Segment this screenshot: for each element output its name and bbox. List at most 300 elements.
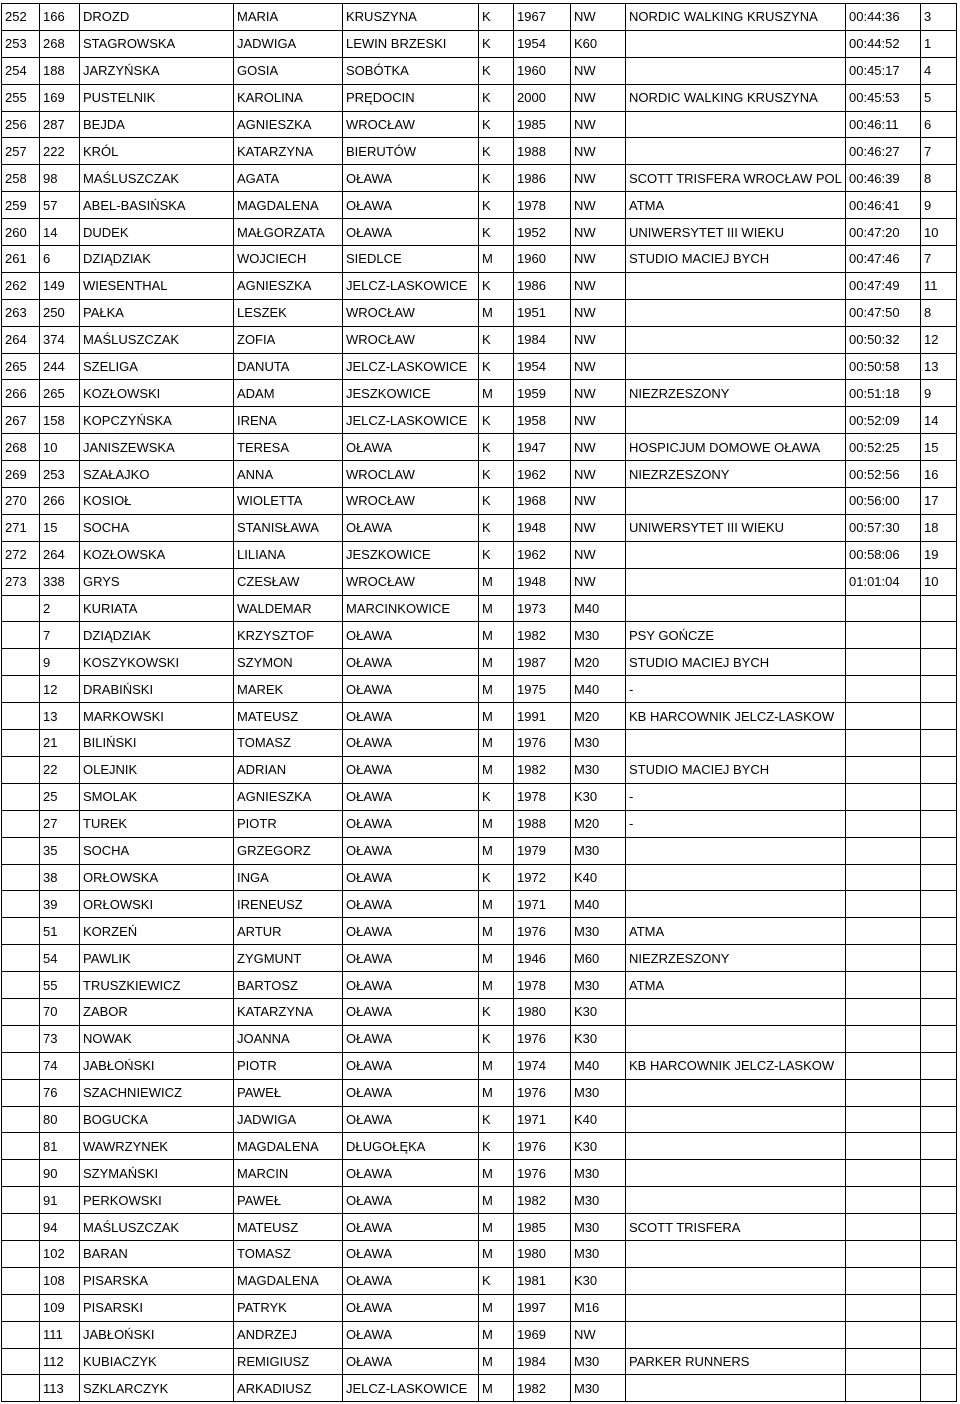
cell-club — [626, 407, 846, 434]
cell-category-place: 9 — [921, 192, 957, 219]
cell-place: 259 — [2, 192, 40, 219]
cell-year: 1960 — [514, 246, 571, 273]
cell-surname: PISARSKI — [80, 1294, 234, 1321]
cell-category: NW — [571, 353, 626, 380]
cell-place — [2, 703, 40, 730]
cell-year: 1984 — [514, 326, 571, 353]
cell-first-name: SZYMON — [234, 649, 343, 676]
cell-surname: KOZŁOWSKI — [80, 380, 234, 407]
cell-bib: 81 — [40, 1133, 80, 1160]
cell-place — [2, 1214, 40, 1241]
cell-city: OŁAWA — [343, 1160, 479, 1187]
cell-category: M30 — [571, 730, 626, 757]
cell-surname: WAWRZYNEK — [80, 1133, 234, 1160]
cell-place — [2, 730, 40, 757]
cell-year: 1976 — [514, 1079, 571, 1106]
cell-first-name: DANUTA — [234, 353, 343, 380]
cell-category: NW — [571, 434, 626, 461]
cell-sex: K — [479, 272, 514, 299]
cell-category: M20 — [571, 810, 626, 837]
cell-sex: M — [479, 918, 514, 945]
cell-club: - — [626, 676, 846, 703]
cell-bib: 268 — [40, 30, 80, 57]
cell-category-place: 6 — [921, 111, 957, 138]
cell-time — [846, 595, 921, 622]
cell-sex: K — [479, 783, 514, 810]
cell-place — [2, 998, 40, 1025]
cell-time: 00:52:56 — [846, 461, 921, 488]
cell-club: NORDIC WALKING KRUSZYNA — [626, 84, 846, 111]
cell-place: 264 — [2, 326, 40, 353]
cell-category-place: 8 — [921, 299, 957, 326]
cell-sex: K — [479, 1133, 514, 1160]
cell-time: 00:56:00 — [846, 488, 921, 515]
cell-year: 1959 — [514, 380, 571, 407]
cell-surname: BEJDA — [80, 111, 234, 138]
cell-bib: 22 — [40, 756, 80, 783]
table-row — [2, 810, 957, 837]
cell-surname: DROZD — [80, 4, 234, 31]
cell-sex: K — [479, 326, 514, 353]
cell-category-place — [921, 837, 957, 864]
cell-category: M30 — [571, 1160, 626, 1187]
cell-category: M30 — [571, 1079, 626, 1106]
cell-first-name: ZOFIA — [234, 326, 343, 353]
cell-category-place: 3 — [921, 4, 957, 31]
cell-time — [846, 1079, 921, 1106]
cell-club: STUDIO MACIEJ BYCH — [626, 649, 846, 676]
cell-time: 00:45:53 — [846, 84, 921, 111]
cell-first-name: MATEUSZ — [234, 1214, 343, 1241]
cell-place — [2, 783, 40, 810]
cell-club: SCOTT TRISFERA WROCŁAW POL — [626, 165, 846, 192]
cell-year: 1948 — [514, 514, 571, 541]
cell-year: 1976 — [514, 918, 571, 945]
cell-time — [846, 756, 921, 783]
table-row — [2, 84, 957, 111]
cell-bib: 74 — [40, 1052, 80, 1079]
cell-place — [2, 1106, 40, 1133]
cell-club — [626, 111, 846, 138]
cell-surname: STAGROWSKA — [80, 30, 234, 57]
table-row — [2, 864, 957, 891]
cell-club: - — [626, 783, 846, 810]
cell-first-name: ANNA — [234, 461, 343, 488]
table-row — [2, 1267, 957, 1294]
cell-surname: PERKOWSKI — [80, 1187, 234, 1214]
cell-first-name: TERESA — [234, 434, 343, 461]
cell-category: M30 — [571, 1348, 626, 1375]
cell-surname: MAŚLUSZCZAK — [80, 1214, 234, 1241]
cell-category: NW — [571, 568, 626, 595]
cell-category-place: 12 — [921, 326, 957, 353]
cell-time — [846, 891, 921, 918]
cell-year: 1978 — [514, 972, 571, 999]
cell-sex: K — [479, 461, 514, 488]
cell-time: 00:47:49 — [846, 272, 921, 299]
table-row — [2, 756, 957, 783]
cell-category-place — [921, 1348, 957, 1375]
table-row — [2, 1079, 957, 1106]
table-row — [2, 138, 957, 165]
cell-year: 1991 — [514, 703, 571, 730]
cell-surname: PUSTELNIK — [80, 84, 234, 111]
cell-surname: DRABIŃSKI — [80, 676, 234, 703]
cell-time: 00:47:20 — [846, 219, 921, 246]
cell-surname: DZIĄDZIAK — [80, 622, 234, 649]
cell-bib: 109 — [40, 1294, 80, 1321]
table-row — [2, 380, 957, 407]
cell-year: 2000 — [514, 84, 571, 111]
cell-sex: K — [479, 192, 514, 219]
table-row — [2, 434, 957, 461]
cell-year: 1985 — [514, 111, 571, 138]
cell-category: NW — [571, 246, 626, 273]
cell-place — [2, 1375, 40, 1402]
cell-surname: SMOLAK — [80, 783, 234, 810]
cell-year: 1997 — [514, 1294, 571, 1321]
cell-surname: SZELIGA — [80, 353, 234, 380]
cell-club — [626, 1025, 846, 1052]
cell-place — [2, 1160, 40, 1187]
cell-surname: TUREK — [80, 810, 234, 837]
cell-category: NW — [571, 461, 626, 488]
cell-time: 00:45:17 — [846, 57, 921, 84]
cell-club — [626, 326, 846, 353]
cell-category: K30 — [571, 1133, 626, 1160]
cell-category-place — [921, 1214, 957, 1241]
cell-year: 1988 — [514, 138, 571, 165]
table-row — [2, 703, 957, 730]
cell-sex: M — [479, 246, 514, 273]
cell-sex: K — [479, 1106, 514, 1133]
cell-surname: BOGUCKA — [80, 1106, 234, 1133]
cell-year: 1973 — [514, 595, 571, 622]
cell-bib: 91 — [40, 1187, 80, 1214]
cell-sex: M — [479, 1294, 514, 1321]
table-row — [2, 837, 957, 864]
cell-place: 262 — [2, 272, 40, 299]
cell-time — [846, 1133, 921, 1160]
cell-place: 257 — [2, 138, 40, 165]
cell-category-place: 17 — [921, 488, 957, 515]
cell-club: KB HARCOWNIK JELCZ-LASKOW — [626, 1052, 846, 1079]
cell-time: 00:47:46 — [846, 246, 921, 273]
cell-city: PRĘDOCIN — [343, 84, 479, 111]
cell-surname: DUDEK — [80, 219, 234, 246]
cell-time: 00:52:09 — [846, 407, 921, 434]
cell-city: OŁAWA — [343, 837, 479, 864]
cell-time — [846, 945, 921, 972]
cell-club — [626, 299, 846, 326]
cell-club — [626, 1079, 846, 1106]
table-row — [2, 461, 957, 488]
cell-sex: M — [479, 568, 514, 595]
cell-first-name: PATRYK — [234, 1294, 343, 1321]
cell-category: NW — [571, 138, 626, 165]
cell-year: 1985 — [514, 1214, 571, 1241]
cell-place: 270 — [2, 488, 40, 515]
cell-time — [846, 676, 921, 703]
cell-city: OŁAWA — [343, 703, 479, 730]
cell-category-place — [921, 864, 957, 891]
cell-place: 256 — [2, 111, 40, 138]
cell-club — [626, 353, 846, 380]
cell-surname: KURIATA — [80, 595, 234, 622]
cell-time: 00:51:18 — [846, 380, 921, 407]
cell-first-name: IRENA — [234, 407, 343, 434]
cell-year: 1975 — [514, 676, 571, 703]
table-row — [2, 972, 957, 999]
cell-category-place — [921, 810, 957, 837]
cell-time: 00:46:39 — [846, 165, 921, 192]
cell-sex: K — [479, 1025, 514, 1052]
cell-first-name: WIOLETTA — [234, 488, 343, 515]
cell-year: 1982 — [514, 1187, 571, 1214]
cell-place — [2, 622, 40, 649]
cell-club: ATMA — [626, 918, 846, 945]
cell-category-place: 10 — [921, 219, 957, 246]
cell-category: M30 — [571, 1187, 626, 1214]
cell-category: K30 — [571, 1025, 626, 1052]
cell-surname: WIESENTHAL — [80, 272, 234, 299]
cell-category-place: 13 — [921, 353, 957, 380]
cell-category-place — [921, 1187, 957, 1214]
cell-first-name: PAWEŁ — [234, 1187, 343, 1214]
cell-time — [846, 1267, 921, 1294]
cell-category: M30 — [571, 622, 626, 649]
cell-city: OŁAWA — [343, 1052, 479, 1079]
cell-bib: 35 — [40, 837, 80, 864]
cell-first-name: WALDEMAR — [234, 595, 343, 622]
cell-category: NW — [571, 326, 626, 353]
cell-city: OŁAWA — [343, 1025, 479, 1052]
cell-time: 00:57:30 — [846, 514, 921, 541]
cell-sex: M — [479, 1214, 514, 1241]
cell-place: 263 — [2, 299, 40, 326]
cell-category-place — [921, 918, 957, 945]
cell-city: SOBÓTKA — [343, 57, 479, 84]
cell-category: NW — [571, 488, 626, 515]
cell-year: 1976 — [514, 1133, 571, 1160]
cell-bib: 55 — [40, 972, 80, 999]
cell-city: OŁAWA — [343, 1348, 479, 1375]
cell-first-name: ADAM — [234, 380, 343, 407]
cell-sex: M — [479, 1348, 514, 1375]
cell-category-place: 8 — [921, 165, 957, 192]
cell-sex: M — [479, 837, 514, 864]
cell-place — [2, 756, 40, 783]
cell-city: OŁAWA — [343, 1294, 479, 1321]
cell-year: 1982 — [514, 756, 571, 783]
cell-place — [2, 945, 40, 972]
cell-bib: 27 — [40, 810, 80, 837]
cell-bib: 76 — [40, 1079, 80, 1106]
cell-year: 1976 — [514, 1160, 571, 1187]
cell-year: 1982 — [514, 1375, 571, 1402]
cell-year: 1946 — [514, 945, 571, 972]
cell-category: NW — [571, 1321, 626, 1348]
cell-category: NW — [571, 84, 626, 111]
cell-city: OŁAWA — [343, 676, 479, 703]
cell-first-name: ZYGMUNT — [234, 945, 343, 972]
cell-club: PARKER RUNNERS — [626, 1348, 846, 1375]
cell-city: JELCZ-LASKOWICE — [343, 407, 479, 434]
cell-first-name: LILIANA — [234, 541, 343, 568]
table-row — [2, 1052, 957, 1079]
cell-first-name: INGA — [234, 864, 343, 891]
cell-surname: KOZŁOWSKA — [80, 541, 234, 568]
cell-time — [846, 1106, 921, 1133]
cell-city: OŁAWA — [343, 972, 479, 999]
cell-surname: ZABOR — [80, 998, 234, 1025]
cell-place: 254 — [2, 57, 40, 84]
cell-category-place: 18 — [921, 514, 957, 541]
cell-city: WROCŁAW — [343, 111, 479, 138]
cell-time — [846, 972, 921, 999]
cell-city: OŁAWA — [343, 783, 479, 810]
cell-club — [626, 1294, 846, 1321]
cell-category-place — [921, 1294, 957, 1321]
cell-bib: 6 — [40, 246, 80, 273]
cell-place — [2, 918, 40, 945]
cell-bib: 244 — [40, 353, 80, 380]
cell-first-name: TOMASZ — [234, 730, 343, 757]
cell-category-place — [921, 1160, 957, 1187]
cell-category: M20 — [571, 649, 626, 676]
cell-city: OŁAWA — [343, 918, 479, 945]
cell-city: OŁAWA — [343, 514, 479, 541]
cell-sex: K — [479, 541, 514, 568]
cell-sex: M — [479, 1052, 514, 1079]
cell-category: NW — [571, 219, 626, 246]
cell-place — [2, 1079, 40, 1106]
table-row — [2, 165, 957, 192]
table-row — [2, 1348, 957, 1375]
cell-sex: M — [479, 945, 514, 972]
cell-first-name: TOMASZ — [234, 1240, 343, 1267]
table-row — [2, 1133, 957, 1160]
cell-sex: M — [479, 1160, 514, 1187]
cell-surname: BILIŃSKI — [80, 730, 234, 757]
cell-sex: M — [479, 730, 514, 757]
cell-time — [846, 810, 921, 837]
cell-club: STUDIO MACIEJ BYCH — [626, 246, 846, 273]
cell-city: OŁAWA — [343, 756, 479, 783]
cell-category: NW — [571, 111, 626, 138]
cell-year: 1954 — [514, 353, 571, 380]
cell-place — [2, 891, 40, 918]
table-row — [2, 918, 957, 945]
cell-place — [2, 1348, 40, 1375]
cell-city: OŁAWA — [343, 1321, 479, 1348]
cell-category: NW — [571, 272, 626, 299]
cell-first-name: KATARZYNA — [234, 998, 343, 1025]
cell-place — [2, 1052, 40, 1079]
cell-city: JELCZ-LASKOWICE — [343, 272, 479, 299]
table-row — [2, 891, 957, 918]
cell-city: WROCŁAW — [343, 326, 479, 353]
cell-surname: GRYS — [80, 568, 234, 595]
cell-surname: KORZEŃ — [80, 918, 234, 945]
cell-club: HOSPICJUM DOMOWE OŁAWA — [626, 434, 846, 461]
cell-time — [846, 1375, 921, 1402]
cell-category-place — [921, 1321, 957, 1348]
cell-place — [2, 1187, 40, 1214]
cell-bib: 94 — [40, 1214, 80, 1241]
cell-category: K30 — [571, 783, 626, 810]
cell-first-name: JOANNA — [234, 1025, 343, 1052]
cell-surname: PAŁKA — [80, 299, 234, 326]
cell-category: K30 — [571, 998, 626, 1025]
cell-surname: MAŚLUSZCZAK — [80, 165, 234, 192]
cell-city: LEWIN BRZESKI — [343, 30, 479, 57]
cell-category: M30 — [571, 837, 626, 864]
cell-surname: TRUSZKIEWICZ — [80, 972, 234, 999]
cell-first-name: PAWEŁ — [234, 1079, 343, 1106]
table-row — [2, 1321, 957, 1348]
cell-first-name: ARKADIUSZ — [234, 1375, 343, 1402]
cell-club: KB HARCOWNIK JELCZ-LASKOW — [626, 703, 846, 730]
cell-year: 1979 — [514, 837, 571, 864]
table-row — [2, 1375, 957, 1402]
cell-category: NW — [571, 514, 626, 541]
cell-time — [846, 730, 921, 757]
cell-sex: M — [479, 891, 514, 918]
cell-time — [846, 1160, 921, 1187]
cell-sex: K — [479, 514, 514, 541]
cell-sex: M — [479, 299, 514, 326]
cell-category: M30 — [571, 918, 626, 945]
cell-category: NW — [571, 165, 626, 192]
cell-club: NIEZRZESZONY — [626, 380, 846, 407]
cell-city: OŁAWA — [343, 434, 479, 461]
table-row — [2, 272, 957, 299]
cell-sex: K — [479, 434, 514, 461]
cell-place — [2, 649, 40, 676]
cell-city: OŁAWA — [343, 1079, 479, 1106]
cell-category: M40 — [571, 676, 626, 703]
cell-club — [626, 272, 846, 299]
cell-time — [846, 864, 921, 891]
table-row — [2, 1214, 957, 1241]
cell-surname: SZACHNIEWICZ — [80, 1079, 234, 1106]
cell-category-place — [921, 595, 957, 622]
cell-club — [626, 568, 846, 595]
cell-first-name: AGATA — [234, 165, 343, 192]
cell-bib: 80 — [40, 1106, 80, 1133]
cell-category-place — [921, 703, 957, 730]
cell-category: M40 — [571, 891, 626, 918]
cell-bib: 188 — [40, 57, 80, 84]
cell-club — [626, 864, 846, 891]
cell-club: STUDIO MACIEJ BYCH — [626, 756, 846, 783]
cell-first-name: IRENEUSZ — [234, 891, 343, 918]
cell-bib: 265 — [40, 380, 80, 407]
cell-bib: 113 — [40, 1375, 80, 1402]
cell-city: BIERUTÓW — [343, 138, 479, 165]
cell-category-place: 4 — [921, 57, 957, 84]
cell-city: OŁAWA — [343, 891, 479, 918]
table-row — [2, 1187, 957, 1214]
cell-time — [846, 1025, 921, 1052]
cell-first-name: JADWIGA — [234, 30, 343, 57]
cell-category-place: 9 — [921, 380, 957, 407]
table-row — [2, 945, 957, 972]
cell-surname: KOSZYKOWSKI — [80, 649, 234, 676]
cell-city: OŁAWA — [343, 1267, 479, 1294]
cell-surname: ABEL-BASIŃSKA — [80, 192, 234, 219]
